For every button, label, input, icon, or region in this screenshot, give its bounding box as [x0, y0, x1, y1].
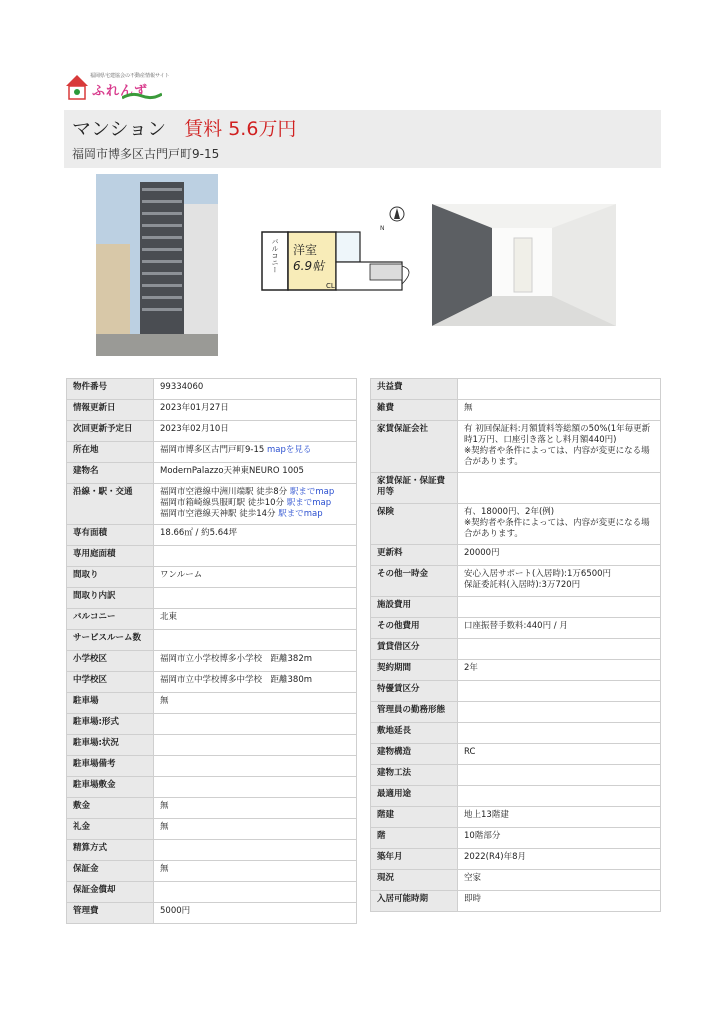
row-label: 契約期間 — [371, 660, 458, 681]
row-label: 駐車場敷金 — [67, 777, 154, 798]
row-label: 最適用途 — [371, 786, 458, 807]
row-label: 保険 — [371, 504, 458, 545]
row-label: 家賃保証・保証費用等 — [371, 473, 458, 504]
row-value — [154, 882, 357, 903]
table-row — [371, 891, 661, 912]
row-value: 口座振替手数料:440円 / 月 — [458, 618, 661, 639]
table-row — [371, 421, 661, 473]
row-label: 間取り内訳 — [67, 588, 154, 609]
logo-name: ふれんず — [92, 84, 149, 99]
row-label: 沿線・駅・交通 — [67, 484, 154, 525]
property-type: マンション — [72, 118, 167, 140]
row-label: 築年月 — [371, 849, 458, 870]
row-label: 所在地 — [67, 442, 154, 463]
room-size: 6.9帖 — [293, 259, 325, 273]
row-value: 即時 — [458, 891, 661, 912]
row-label: 施設費用 — [371, 597, 458, 618]
row-label: 保証金償却 — [67, 882, 154, 903]
table-row — [371, 400, 661, 421]
row-value: ワンルーム — [154, 567, 357, 588]
row-label: 敷地延長 — [371, 723, 458, 744]
row-label: その他費用 — [371, 618, 458, 639]
row-label: 現況 — [371, 870, 458, 891]
row-label: 小学校区 — [67, 651, 154, 672]
table-row — [67, 400, 357, 421]
station-map-link[interactable]: 駅までmap — [286, 498, 332, 508]
transit-text: 福岡市箱崎線呉服町駅 徒歩10分 — [160, 498, 285, 508]
row-label: 保証金 — [67, 861, 154, 882]
table-row — [371, 504, 661, 545]
table-row — [371, 744, 661, 765]
row-value: 2023年02月10日 — [154, 421, 357, 442]
row-value: 99334060 — [154, 379, 357, 400]
row-value — [154, 756, 357, 777]
north-label: N — [380, 225, 385, 232]
table-row — [67, 379, 357, 400]
row-label: 精算方式 — [67, 840, 154, 861]
row-value — [154, 777, 357, 798]
closet-label: CL — [326, 282, 335, 290]
row-label: 賃貸借区分 — [371, 639, 458, 660]
table-row — [371, 473, 661, 504]
row-label: 駐車場:形式 — [67, 714, 154, 735]
row-value — [458, 723, 661, 744]
row-value: 無 — [154, 798, 357, 819]
row-label: 階 — [371, 828, 458, 849]
table-row — [371, 849, 661, 870]
row-value: 18.66㎡ / 約5.64坪 — [154, 525, 357, 546]
table-row — [371, 618, 661, 639]
row-value — [458, 765, 661, 786]
row-value — [458, 786, 661, 807]
row-label: 間取り — [67, 567, 154, 588]
table-row — [67, 484, 357, 525]
row-value: ModernPalazzo天神東NEURO 1005 — [154, 463, 357, 484]
row-label: 駐車場 — [67, 693, 154, 714]
table-row — [67, 546, 357, 567]
property-header — [64, 110, 661, 168]
table-row — [67, 463, 357, 484]
table-row — [371, 828, 661, 849]
table-row — [67, 421, 357, 442]
row-label: 駐車場:状況 — [67, 735, 154, 756]
row-value — [458, 681, 661, 702]
transit-text: 福岡市空港線天神駅 徒歩14分 — [160, 509, 276, 519]
floor-plan-drawing — [260, 204, 422, 302]
row-value — [154, 442, 357, 463]
table-row — [67, 567, 357, 588]
room-interior-photo[interactable] — [432, 204, 616, 326]
transit-text: 福岡市空港線中洲川端駅 徒歩8分 — [160, 487, 288, 497]
table-row — [67, 882, 357, 903]
row-label: 建物工法 — [371, 765, 458, 786]
building-exterior-photo[interactable] — [96, 174, 218, 356]
table-row — [67, 777, 357, 798]
floor-plan[interactable] — [260, 204, 422, 302]
table-row — [371, 597, 661, 618]
table-row — [371, 681, 661, 702]
table-row — [67, 693, 357, 714]
row-value: 20000円 — [458, 545, 661, 566]
row-label: 駐車場備考 — [67, 756, 154, 777]
table-row — [67, 756, 357, 777]
table-row — [371, 723, 661, 744]
row-value: 北東 — [154, 609, 357, 630]
row-label: 建物構造 — [371, 744, 458, 765]
row-value: 5000円 — [154, 903, 357, 924]
balcony-label: バルコニー — [271, 238, 279, 273]
transit-line — [160, 498, 350, 509]
row-value: 無 — [154, 693, 357, 714]
table-row — [67, 735, 357, 756]
row-value — [154, 484, 357, 525]
row-value — [154, 630, 357, 651]
row-label: 専有面積 — [67, 525, 154, 546]
row-label: 管理員の勤務形態 — [371, 702, 458, 723]
row-value — [458, 597, 661, 618]
table-row — [67, 651, 357, 672]
row-value — [154, 546, 357, 567]
row-value — [458, 379, 661, 400]
row-value — [458, 702, 661, 723]
rent-price: 賃料 5.6万円 — [184, 118, 297, 140]
row-label: 専用庭面積 — [67, 546, 154, 567]
row-label: 管理費 — [67, 903, 154, 924]
row-value: 有 初回保証料:月額賃料等総額の50%(1年毎更新時1万円、口座引き落とし料月額440円) ※契約者や条件によっては、内容が変更になる場合があります。 — [458, 421, 661, 473]
row-value — [458, 473, 661, 504]
table-row — [67, 525, 357, 546]
row-value — [154, 588, 357, 609]
row-label: その他一時金 — [371, 566, 458, 597]
spec-table-left — [66, 378, 357, 924]
row-label: 敷金 — [67, 798, 154, 819]
table-row — [371, 566, 661, 597]
table-row — [371, 870, 661, 891]
room-name: 洋室 — [293, 243, 318, 257]
table-row — [67, 798, 357, 819]
row-value: 地上13階建 — [458, 807, 661, 828]
map-link[interactable]: mapを見る — [267, 445, 312, 455]
table-row — [67, 903, 357, 924]
row-value: 2023年01月27日 — [154, 400, 357, 421]
row-label: 雑費 — [371, 400, 458, 421]
row-value: 10階部分 — [458, 828, 661, 849]
table-row — [67, 588, 357, 609]
row-value: RC — [458, 744, 661, 765]
row-label: 次回更新予定日 — [67, 421, 154, 442]
row-value: 安心入居サポート(入居時):1万6500円 保証委託料(入居時):3万720円 — [458, 566, 661, 597]
row-value: 2022(R4)年8月 — [458, 849, 661, 870]
table-row — [371, 786, 661, 807]
row-label: サービスルーム数 — [67, 630, 154, 651]
house-logo-icon — [64, 72, 90, 102]
table-row — [67, 819, 357, 840]
property-address: 福岡市博多区古門戸町9-15 — [72, 147, 220, 161]
table-row — [67, 714, 357, 735]
table-row — [67, 630, 357, 651]
site-logo[interactable] — [64, 72, 170, 102]
table-row — [67, 609, 357, 630]
row-label: 建物名 — [67, 463, 154, 484]
row-label: 階建 — [371, 807, 458, 828]
row-value: 空家 — [458, 870, 661, 891]
row-label: 共益費 — [371, 379, 458, 400]
transit-line — [160, 509, 350, 520]
address-text: 福岡市博多区古門戸町9-15 — [160, 445, 265, 455]
transit-line — [160, 487, 350, 498]
row-label: 更新料 — [371, 545, 458, 566]
row-label: 情報更新日 — [67, 400, 154, 421]
table-row — [371, 765, 661, 786]
spec-table-right — [370, 378, 661, 912]
table-row — [67, 442, 357, 463]
row-value: 無 — [458, 400, 661, 421]
row-value: 2年 — [458, 660, 661, 681]
row-value: 福岡市立中学校博多中学校 距離380m — [154, 672, 357, 693]
row-label: 中学校区 — [67, 672, 154, 693]
table-row — [371, 639, 661, 660]
table-row — [67, 861, 357, 882]
row-label: 物件番号 — [67, 379, 154, 400]
table-row — [371, 379, 661, 400]
row-value: 有、18000円、2年(例) ※契約者や条件によっては、内容が変更になる場合があります。 — [458, 504, 661, 545]
table-row — [371, 702, 661, 723]
row-value: 無 — [154, 819, 357, 840]
row-label: バルコニー — [67, 609, 154, 630]
station-map-link[interactable]: 駅までmap — [289, 487, 335, 497]
row-label: 家賃保証会社 — [371, 421, 458, 473]
row-label: 入居可能時期 — [371, 891, 458, 912]
row-value — [458, 639, 661, 660]
logo-tagline: 福岡県宅建協会の不動産情報サイト — [90, 73, 170, 79]
table-row — [67, 840, 357, 861]
row-value — [154, 840, 357, 861]
row-value: 無 — [154, 861, 357, 882]
row-value — [154, 735, 357, 756]
table-row — [371, 545, 661, 566]
logo-leaves-icon — [122, 92, 162, 100]
title-row — [72, 114, 296, 141]
table-row — [371, 807, 661, 828]
row-value: 福岡市立小学校博多小学校 距離382m — [154, 651, 357, 672]
row-label: 礼金 — [67, 819, 154, 840]
table-row — [371, 660, 661, 681]
table-row — [67, 672, 357, 693]
station-map-link[interactable]: 駅までmap — [278, 509, 323, 519]
row-label: 特優賃区分 — [371, 681, 458, 702]
row-value — [154, 714, 357, 735]
